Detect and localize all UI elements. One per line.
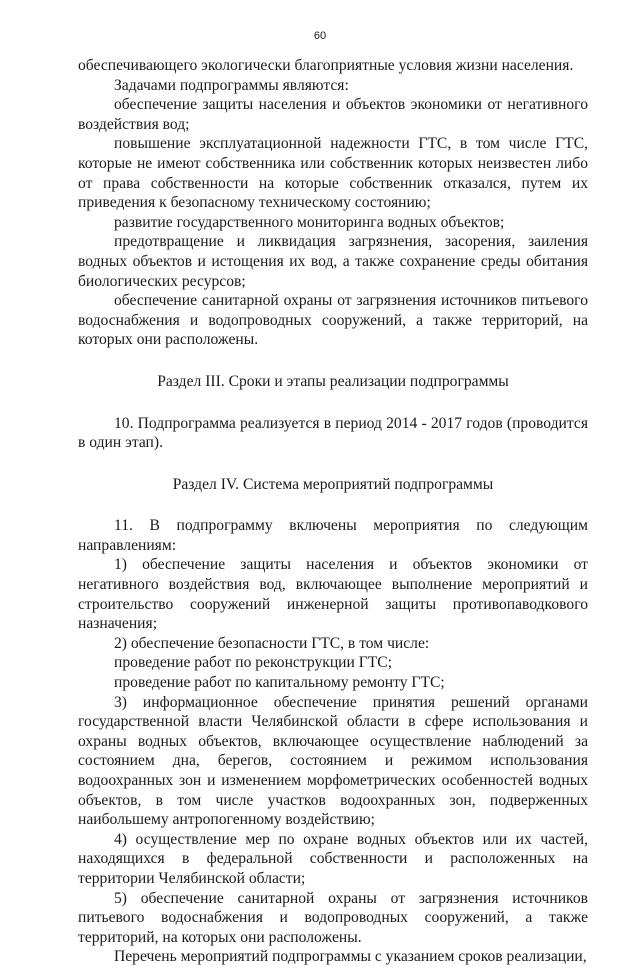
paragraph-measure-2-repair: проведение работ по капитальному ремонту ГТС;	[114, 674, 445, 692]
paragraph-task-4: предотвращение и ликвидация загрязнения, засорения, заиления водных объектов и истощения их вод, а также сохранение среды обитания биологических ресурсов;	[78, 233, 588, 290]
paragraph-measure-1: 1) обеспечение защиты населения и объектов экономики от негативного воздействия вод, включающее выполнение мероприятий и строительство сооружений инженерной защиты противопаводкового назначения;	[78, 556, 588, 633]
paragraph-measures-list: Перечень мероприятий подпрограммы с указанием сроков реализации,	[114, 948, 587, 966]
paragraph-tasks-heading: Задачами подпрограммы являются:	[114, 76, 349, 94]
paragraph-task-5: обеспечение санитарной охраны от загрязнения источников питьевого водоснабжения и водопроводных сооружений, а также территорий, на которых они расположены.	[78, 292, 588, 349]
paragraph-measure-3: 3) информационное обеспечение принятия решений органами государственной власти Челябинской области в сфере использования и охраны водных объектов, включающее осуществление наблюдений за состоянием дна, берегов, состоянием и режимом использования водоохранных зон и изменением морфометрических особенностей водных объектов, в том числе участков водоохранных зон, подверженных наибольшему антропогенному воздействию;	[78, 693, 588, 829]
paragraph-task-3: развитие государственного мониторинга водных объектов;	[114, 213, 505, 231]
paragraph-11: 11. В подпрограмму включены мероприятия по следующим направлениям:	[78, 517, 588, 554]
paragraph-measure-4: 4) осуществление мер по охране водных объектов или их частей, находящихся в федеральной собственности и расположенных на территории Челябинской области;	[78, 830, 588, 887]
section-4-heading: Раздел IV. Система мероприятий подпрограммы	[172, 475, 494, 493]
paragraph-10: 10. Подпрограмма реализуется в период 2014 - 2017 годов (проводится в один этап).	[78, 414, 588, 452]
page-number: 60	[313, 30, 327, 42]
paragraph-measure-2: 2) обеспечение безопасности ГТС, в том числе:	[114, 634, 430, 652]
document-body	[78, 56, 588, 967]
paragraph-task-1: обеспечение защиты населения и объектов экономики от негативного воздействия вод;	[78, 96, 588, 133]
paragraph-task-2: повышение эксплуатационной надежности ГТС, в том числе ГТС, которые не имеют собственника или собственник которых неизвестен либо от права собственности на которые собственник отказался, путем их приведения к безопасному техническому состоянию;	[78, 135, 588, 212]
paragraph-measure-5: 5) обеспечение санитарной охраны от загрязнения источников питьевого водоснабжения и водопроводных сооружений, а также территорий, на которых они расположены.	[78, 889, 588, 946]
paragraph-intro-continuation: обеспечивающего экологически благоприятные условия жизни населения.	[78, 57, 574, 74]
paragraph-measure-2-reconstruction: проведение работ по реконструкции ГТС;	[114, 654, 393, 672]
section-3-heading: Раздел III. Сроки и этапы реализации подпрограммы	[157, 372, 509, 390]
